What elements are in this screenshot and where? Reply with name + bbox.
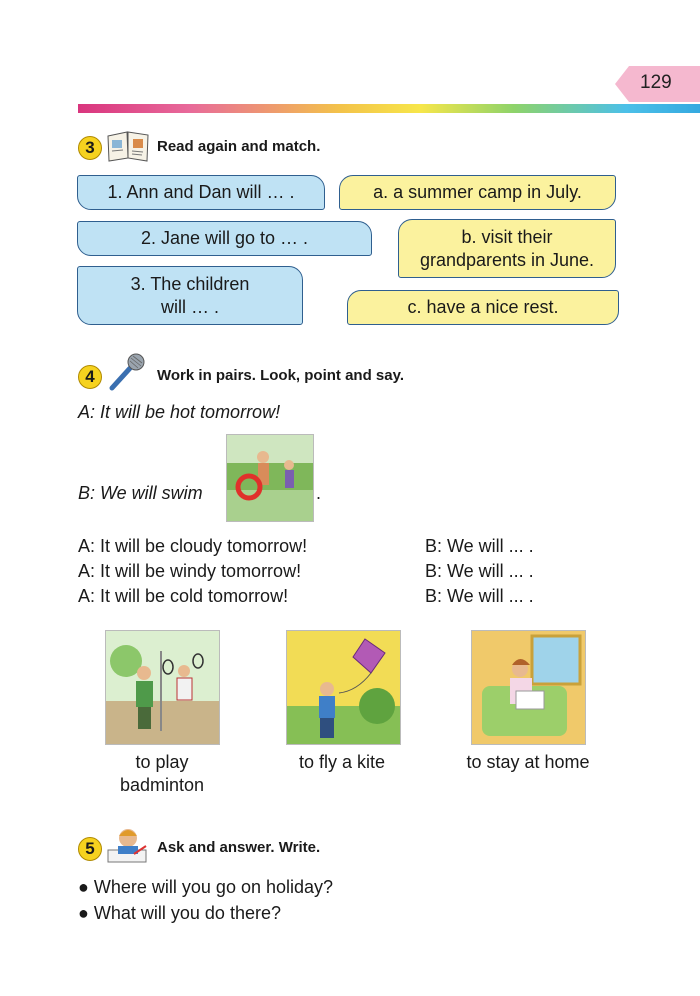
- match-left-3[interactable]: 3. The children will … .: [77, 266, 303, 325]
- dialogue-line-a: A: It will be hot tomorrow!: [78, 402, 281, 422]
- pencil-writing-icon: [104, 824, 150, 864]
- line-a-cloudy: A: It will be cloudy tomorrow!: [78, 536, 308, 556]
- match-left-2[interactable]: 2. Jane will go to … .: [77, 221, 372, 256]
- dialogue-line-b: B: We will swim: [78, 483, 203, 503]
- question-2: [78, 903, 281, 924]
- line-b-1: B: We will ... .: [425, 536, 534, 556]
- dialogue-line-b-period: .: [316, 483, 322, 503]
- kite-picture: [286, 630, 401, 745]
- exercise-5-title: Ask and answer. Write.: [157, 839, 321, 856]
- rainbow-divider: [78, 104, 700, 113]
- question-text: Where will you go on holiday?: [93, 877, 334, 897]
- question-1: [78, 877, 333, 898]
- bullet-icon: ●: [78, 903, 89, 923]
- swim-picture: [226, 434, 314, 522]
- question-text: What will you do there?: [93, 903, 281, 923]
- book-icon: [106, 128, 150, 162]
- caption-badminton: to play badminton: [119, 752, 205, 795]
- caption-kite: to fly a kite: [298, 752, 386, 772]
- badminton-picture: [105, 630, 220, 745]
- microphone-icon: [104, 352, 148, 392]
- exercise-number: 5: [78, 837, 102, 861]
- exercise-number: 4: [78, 365, 102, 389]
- line-a-windy: A: It will be windy tomorrow!: [78, 561, 302, 581]
- line-b-2: B: We will ... .: [425, 561, 534, 581]
- match-right-b[interactable]: b. visit their grandparents in June.: [398, 219, 616, 278]
- caption-home: to stay at home: [466, 752, 590, 772]
- line-b-3: B: We will ... .: [425, 586, 534, 606]
- bullet-icon: ●: [78, 877, 89, 897]
- match-right-a[interactable]: a. a summer camp in July.: [339, 175, 616, 210]
- line-a-cold: A: It will be cold tomorrow!: [78, 586, 289, 606]
- stay-at-home-picture: [471, 630, 586, 745]
- match-right-c[interactable]: c. have a nice rest.: [347, 290, 619, 325]
- exercise-3-title: Read again and match.: [157, 138, 321, 155]
- exercise-number: 3: [78, 136, 102, 160]
- match-left-1[interactable]: 1. Ann and Dan will … .: [77, 175, 325, 210]
- exercise-4-title: Work in pairs. Look, point and say.: [157, 367, 404, 384]
- page-number: 129: [640, 72, 672, 93]
